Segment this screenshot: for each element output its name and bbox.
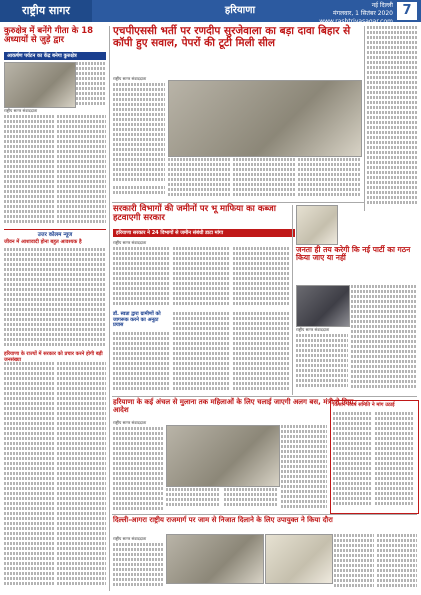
middle-right-text bbox=[233, 312, 289, 392]
lead-text-col2 bbox=[168, 158, 230, 200]
right-bottom-text-col1 bbox=[333, 412, 371, 509]
delhi-byline: राष्ट्रीय सागर संवाददाता bbox=[113, 536, 147, 541]
lead-text-col1b bbox=[113, 186, 165, 200]
right-bottom-headline: किसान संघर्ष समिति ने मांग उठाई bbox=[333, 402, 395, 408]
bus-text-col4 bbox=[281, 425, 327, 511]
editorial-label: उत्तर कोलम न्यूज bbox=[37, 232, 73, 238]
lead-text-col1 bbox=[113, 83, 165, 183]
right-bottom-text-col2 bbox=[375, 412, 414, 509]
edition-date: मंगलवार, 1 सितंबर 2020 bbox=[332, 10, 393, 17]
lead-byline: राष्ट्रीय सागर संवाददाता bbox=[113, 76, 147, 81]
left-story-text-col1 bbox=[4, 115, 54, 225]
left-story-byline: राष्ट्रीय सागर संवाददाता bbox=[4, 108, 38, 113]
mafia-text-col1 bbox=[113, 247, 169, 309]
left-story-headline: कुरुक्षेत्र में बनेंगे गीता के 18 अध्यायों से जुड़े द्वार bbox=[4, 26, 94, 46]
minister-photo bbox=[166, 425, 280, 487]
delhi-headline: दिल्ली-आगरा राष्ट्रीय राजमार्ग पर जाम से निजात दिलाने के लिए उपायुक्त ने किया दौरा bbox=[113, 516, 333, 524]
left-story-text-side bbox=[76, 62, 106, 106]
delhi-text-col3 bbox=[377, 534, 417, 589]
lead-text-col3 bbox=[233, 158, 295, 200]
editorial-text bbox=[4, 248, 106, 350]
bus-text-col2 bbox=[166, 488, 220, 511]
leader-photo bbox=[296, 205, 338, 245]
bus-text-col1 bbox=[113, 427, 163, 511]
editorial-headline: जीवन में आशावादी होना बहुत आवश्यक है bbox=[4, 239, 82, 245]
bus-byline: राष्ट्रीय सागर संवाददाता bbox=[113, 420, 147, 425]
officials-photo bbox=[166, 534, 264, 584]
section-title: राष्ट्रीय सागर bbox=[0, 0, 92, 22]
meeting-photo bbox=[296, 285, 350, 327]
middle-left-text bbox=[113, 332, 169, 392]
edition-info bbox=[319, 2, 393, 26]
mafia-byline: राष्ट्रीय सागर संवाददाता bbox=[113, 240, 147, 245]
labour-headline: जनता ही तय करेगी कि नई पार्टी का गठन किया जाए या नहीं bbox=[296, 245, 411, 263]
press-conference-photo bbox=[168, 80, 362, 157]
mafia-text-col3 bbox=[233, 247, 289, 309]
lead-text-col4 bbox=[298, 158, 360, 200]
labour-byline: राष्ट्रीय सागर संवाददाता bbox=[296, 327, 330, 332]
page-number: 7 bbox=[397, 2, 417, 20]
mafia-text-col2 bbox=[173, 247, 229, 309]
delhi-text-col1 bbox=[113, 543, 163, 589]
highway-photo bbox=[265, 534, 333, 584]
bus-text-col3 bbox=[224, 488, 278, 511]
middle-left-headline: डॉ. स्वप्ना द्वारा ग्रामीणों को जागरूक करने का अनूठा प्रयास bbox=[113, 311, 161, 328]
left-bottom-text-col1 bbox=[4, 362, 54, 588]
left-bottom-text-col2 bbox=[57, 362, 106, 588]
bus-headline: हरियाणा के कई अंचल से मुलाना तक महिलाओं के लिए चलाई जाएगी अलग बस, मंत्री ने दिया आदेश bbox=[113, 398, 354, 414]
middle-center-text bbox=[173, 312, 229, 392]
lead-headline: एचपीएससी भर्ती पर रणदीप सुरजेवाला का बड़ा दावा बिहार से कॉपी हुए सवाल, पेपरों की टूटी मिली सील bbox=[113, 25, 351, 49]
left-story-text-col2 bbox=[57, 115, 106, 225]
temple-photo bbox=[4, 62, 76, 108]
labour-text-col2 bbox=[351, 285, 417, 393]
mafia-headline: सरकारी विभागों की जमीनों पर भू माफिया का कब्जा हटवाएगी सरकार bbox=[113, 204, 276, 224]
masthead bbox=[0, 0, 421, 25]
left-story-subhead: आकर्षण पर्यटन का केंद्र बनेगा कुरुक्षेत्र bbox=[4, 52, 106, 60]
mafia-subhead: हरियाणा सरकार ने 24 विभागों से जमीन संबंधी डाटा मांगा bbox=[113, 229, 295, 237]
left-bottom-headline: हरियाणा के राज्यों में सरकार को प्रचार करने होगी बड़ी जनसंख्या bbox=[4, 351, 103, 363]
delhi-text-col2 bbox=[334, 534, 374, 589]
region-title: हरियाणा bbox=[224, 5, 256, 16]
right-top-text bbox=[367, 26, 417, 210]
labour-text-col1 bbox=[296, 334, 348, 393]
edition-city: नई दिल्ली bbox=[371, 2, 393, 9]
website: www.rashtriyasagar.com bbox=[319, 18, 393, 25]
